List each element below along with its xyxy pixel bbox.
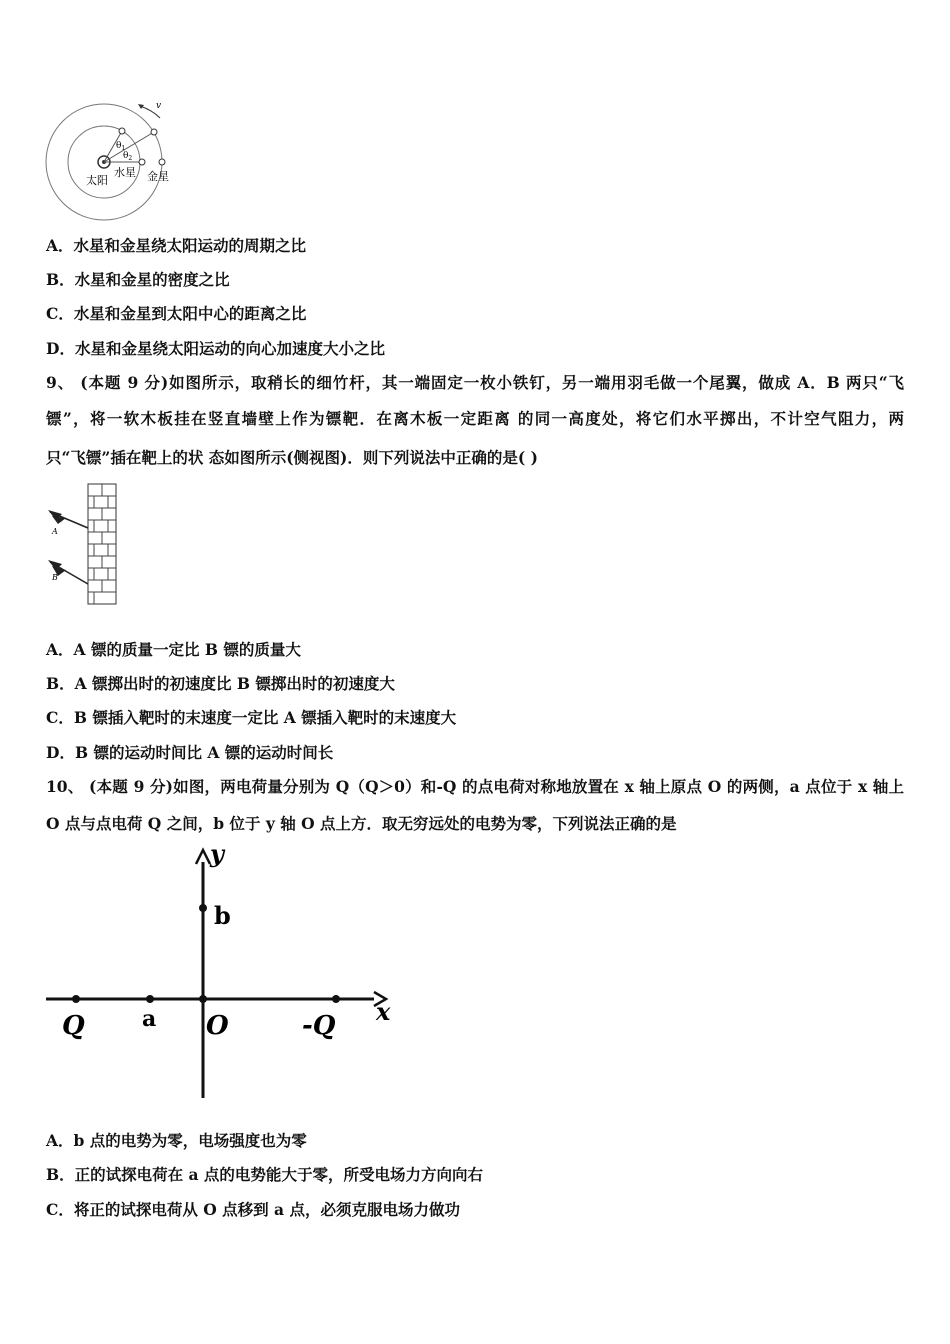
v-label: v	[156, 101, 162, 111]
dart-b-label: B	[52, 573, 58, 582]
sun-label: 太阳	[86, 174, 108, 187]
q9-option-d: D．B 镖的运动时间比 A 镖的运动时间长	[46, 743, 334, 762]
mercury-point	[139, 159, 145, 165]
orbit-figure	[44, 96, 184, 222]
theta1-label: $\theta_1$	[116, 141, 126, 152]
q8-option-a: A．水星和金星绕太阳运动的周期之比	[46, 236, 307, 255]
q8-option-d: D．水星和金星绕太阳运动的向心加速度大小之比	[46, 339, 385, 358]
y-axis-label: y	[210, 840, 224, 868]
b-label: b	[214, 901, 231, 930]
q9-option-b: B．A 镖掷出时的初速度比 B 镖掷出时的初速度大	[46, 674, 395, 693]
venus-point	[159, 159, 165, 165]
neg-q-point	[332, 995, 340, 1003]
theta2-label: $\theta_2$	[123, 151, 133, 162]
neg-q-label: -Q	[302, 1011, 336, 1041]
o-label: O	[206, 1011, 229, 1041]
q9-stem-line1: 9、 (本题 9 分)如图所示，取稍长的细竹杆，其一端固定一枚小铁钉，另一端用羽毛做一个尾翼，做成 A．B 两只“飞	[46, 373, 904, 392]
q8-option-b: B．水星和金星的密度之比	[46, 270, 230, 289]
darts-figure	[44, 482, 120, 606]
velocity-arrowhead	[138, 104, 144, 109]
q9-stem-line2: 镖”，将一软木板挂在竖直墙壁上作为镖靶．在离木板一定距离 的同一高度处，将它们水平掷出，不计空气阻力，两	[46, 409, 904, 428]
origin-point	[199, 995, 207, 1003]
mercury-point-2	[119, 128, 125, 134]
q10-option-a: A．b 点的电势为零，电场强度也为零	[46, 1131, 307, 1150]
q-point	[72, 995, 80, 1003]
q9-stem-line3: 只“飞镖”插在靶上的状 态如图所示(侧视图)．则下列说法中正确的是( )	[46, 448, 538, 467]
a-point	[146, 995, 154, 1003]
q9-option-a: A．A 镖的质量一定比 B 镖的质量大	[46, 640, 301, 659]
dart-a-label: A	[52, 527, 58, 536]
y-axis-arrow	[196, 850, 210, 864]
venus-label: 金星	[147, 170, 169, 183]
q9-option-c: C．B 镖插入靶时的末速度一定比 A 镖插入靶时的末速度大	[46, 708, 457, 727]
q10-option-c: C．将正的试探电荷从 O 点移到 a 点，必须克服电场力做功	[46, 1200, 460, 1219]
q-label: Q	[62, 1011, 85, 1041]
b-point	[199, 904, 207, 912]
q10-stem-line2: O 点与点电荷 Q 之间，b 位于 y 轴 O 点上方．取无穷远处的电势为零，下列说法正确的是	[46, 814, 677, 833]
charge-axes-figure	[40, 840, 410, 1102]
q10-stem-line1: 10、 (本题 9 分)如图，两电荷量分别为 Q（Q＞0）和-Q 的点电荷对称地放置在 x 轴上原点 O 的两侧，a 点位于 x 轴上	[46, 777, 904, 796]
q10-option-b: B．正的试探电荷在 a 点的电势能大于零，所受电场力方向向右	[46, 1165, 483, 1184]
venus-point-2	[151, 129, 157, 135]
x-axis-label: x	[376, 997, 391, 1026]
mercury-label: 水星	[114, 166, 136, 179]
q8-option-c: C．水星和金星到太阳中心的距离之比	[46, 304, 307, 323]
dart-a	[48, 510, 88, 528]
a-label: a	[142, 1006, 157, 1032]
